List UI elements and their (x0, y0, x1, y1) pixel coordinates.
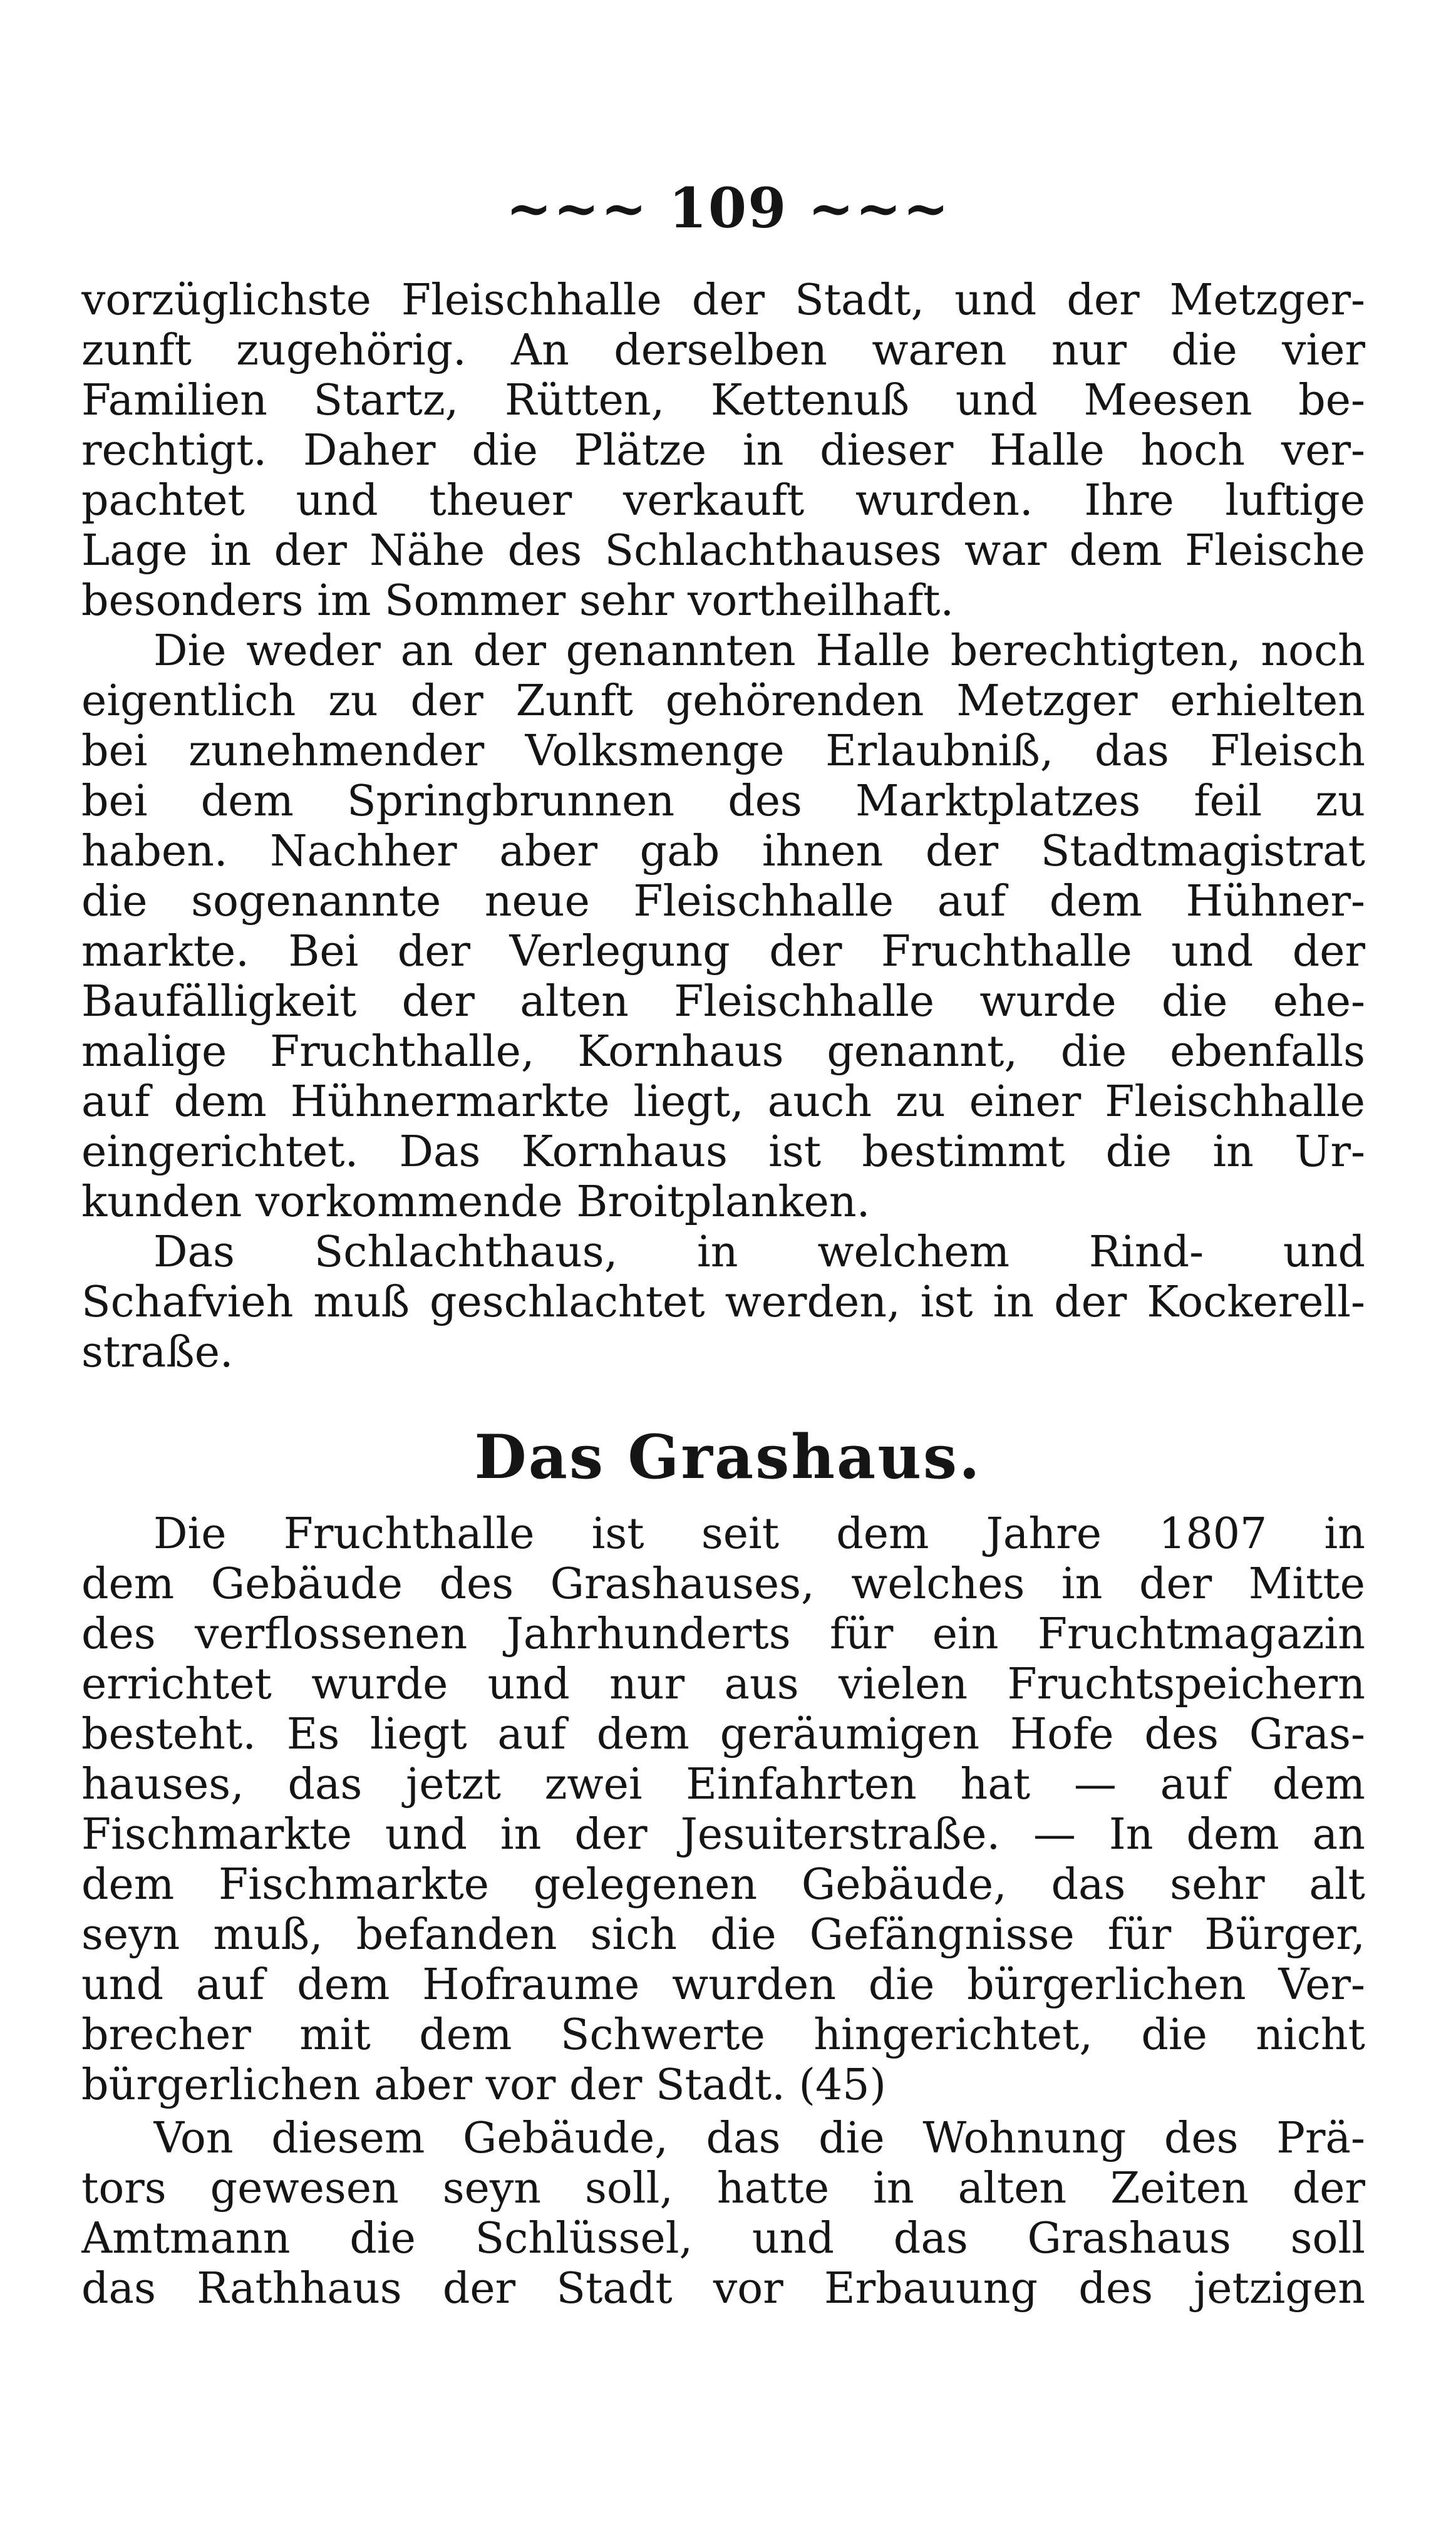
text-line: besteht. Es liegt auf dem geräumigen Hofe des Gras- (81, 1710, 1365, 1759)
text-line: markte. Bei der Verlegung der Fruchthalle und der (81, 927, 1365, 976)
text-line: die sogenannte neue Fleischhalle auf dem Hühner- (81, 877, 1365, 926)
text-line: besonders im Sommer sehr vortheilhaft. (81, 576, 954, 626)
text-line: Schafvieh muß geschlachtet werden, ist in der Kockerell- (81, 1278, 1365, 1327)
text-line: Fischmarkte und in der Jesuiterstraße. — In dem an (81, 1810, 1365, 1859)
page-number: 109 (668, 175, 788, 240)
text-line: Die weder an der genannten Halle berechtigten, noch (153, 626, 1365, 676)
text-line: tors gewesen seyn soll, hatte in alten Zeiten der (81, 2164, 1365, 2213)
text-line: Die Fruchthalle ist seit dem Jahre 1807 in (153, 1509, 1365, 1559)
text-line: kunden vorkommende Broitplanken. (81, 1177, 870, 1227)
text-line: haben. Nachher aber gab ihnen der Stadtmagistrat (81, 827, 1365, 876)
text-line: eingerichtet. Das Kornhaus ist bestimmt die in Ur- (81, 1127, 1365, 1177)
text-line: malige Fruchthalle, Kornhaus genannt, die ebenfalls (81, 1027, 1365, 1077)
text-line: Das Schlachthaus, in welchem Rind- und (153, 1227, 1365, 1277)
text-line: des verflossenen Jahrhunderts für ein Fruchtmagazin (81, 1610, 1365, 1659)
text-line: vorzüglichste Fleischhalle der Stadt, und der Metzger- (81, 276, 1365, 325)
text-line: bürgerlichen aber vor der Stadt. (45) (81, 2060, 887, 2110)
text-line: dem Fischmarkte gelegenen Gebäude, das sehr alt (81, 1860, 1365, 1909)
text-line: auf dem Hühnermarkte liegt, auch zu einer Fleischhalle (81, 1077, 1365, 1127)
header-ornament-right: ~~~ (807, 175, 951, 240)
text-line: zunft zugehörig. An derselben waren nur die vier (81, 326, 1365, 375)
text-line: Von diesem Gebäude, das die Wohnung des Prä- (153, 2114, 1365, 2163)
text-line: das Rathhaus der Stadt vor Erbauung des jetzigen (81, 2264, 1365, 2313)
text-line: Familien Startz, Rütten, Kettenuß und Meesen be- (81, 376, 1365, 425)
text-line: errichtet wurde und nur aus vielen Fruchtspeichern (81, 1660, 1365, 1709)
text-line: Amtmann die Schlüssel, und das Grashaus soll (81, 2214, 1365, 2263)
text-line: Baufälligkeit der alten Fleischhalle wurde die ehe- (81, 977, 1365, 1026)
text-line: hauses, das jetzt zwei Einfahrten hat — auf dem (81, 1760, 1365, 1809)
text-line: dem Gebäude des Grashauses, welches in der Mitte (81, 1559, 1365, 1609)
text-line: eigentlich zu der Zunft gehörenden Metzger erhielten (81, 676, 1365, 726)
text-line: bei zunehmender Volksmenge Erlaubniß, das Fleisch (81, 726, 1365, 776)
section-heading: Das Grashaus. (474, 1422, 982, 1492)
text-line: Lage in der Nähe des Schlachthauses war dem Fleische (81, 526, 1365, 576)
text-line: bei dem Springbrunnen des Marktplatzes feil zu (81, 777, 1365, 826)
page-header (0, 175, 1456, 240)
text-line: straße. (81, 1328, 234, 1377)
text-line: seyn muß, befanden sich die Gefängnisse für Bürger, (81, 1910, 1365, 1960)
text-line: rechtigt. Daher die Plätze in dieser Halle hoch ver- (81, 426, 1365, 475)
header-ornament-left: ~~~ (505, 175, 648, 240)
text-line: brecher mit dem Schwerte hingerichtet, die nicht (81, 2010, 1365, 2060)
text-line: pachtet und theuer verkauft wurden. Ihre luftige (81, 476, 1365, 525)
text-line: und auf dem Hofraume wurden die bürgerlichen Ver- (81, 1960, 1365, 2010)
